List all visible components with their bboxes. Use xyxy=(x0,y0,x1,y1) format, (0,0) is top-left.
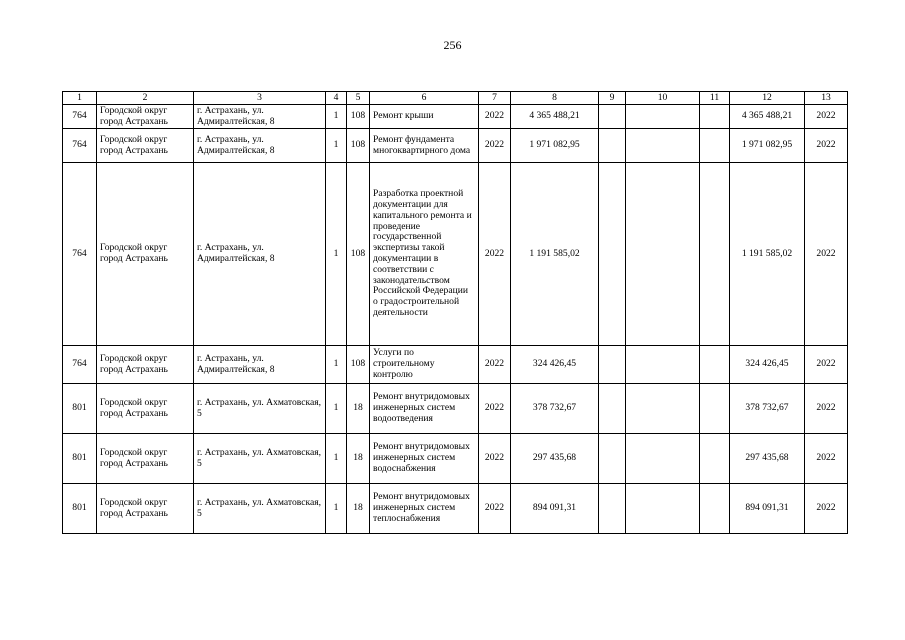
col4-cell: 1 xyxy=(326,129,347,163)
col4-cell: 1 xyxy=(326,434,347,484)
col5-cell: 18 xyxy=(347,434,370,484)
work-type-cell: Ремонт крыши xyxy=(370,105,479,129)
col11-cell xyxy=(700,346,730,384)
end-year-cell: 2022 xyxy=(805,384,848,434)
district-cell: Городской округ город Астрахань xyxy=(97,434,194,484)
header-col-2: 2 xyxy=(97,92,194,105)
col11-cell xyxy=(700,484,730,534)
table-row xyxy=(63,129,848,163)
col5-cell: 18 xyxy=(347,384,370,434)
table-row xyxy=(63,484,848,534)
total-cell: 324 426,45 xyxy=(730,346,805,384)
col11-cell xyxy=(700,163,730,346)
work-type-cell: Ремонт внутридомовых инженерных систем водоснабжения xyxy=(370,434,479,484)
total-cell: 4 365 488,21 xyxy=(730,105,805,129)
header-col-9: 9 xyxy=(599,92,626,105)
col5-cell: 108 xyxy=(347,129,370,163)
col11-cell xyxy=(700,129,730,163)
col4-cell: 1 xyxy=(326,163,347,346)
header-col-13: 13 xyxy=(805,92,848,105)
col10-cell xyxy=(626,105,700,129)
address-cell: г. Астрахань, ул. Ахматовская, 5 xyxy=(194,434,326,484)
col5-cell: 108 xyxy=(347,346,370,384)
year-cell: 2022 xyxy=(479,434,511,484)
district-cell: Городской округ город Астрахань xyxy=(97,384,194,434)
district-cell: Городской округ город Астрахань xyxy=(97,346,194,384)
year-cell: 2022 xyxy=(479,346,511,384)
row-number: 801 xyxy=(63,484,97,534)
col10-cell xyxy=(626,384,700,434)
work-type-cell: Ремонт внутридомовых инженерных систем теплоснабжения xyxy=(370,484,479,534)
header-col-1: 1 xyxy=(63,92,97,105)
row-number: 764 xyxy=(63,105,97,129)
cost-cell: 324 426,45 xyxy=(511,346,599,384)
col9-cell xyxy=(599,346,626,384)
total-cell: 1 191 585,02 xyxy=(730,163,805,346)
col11-cell xyxy=(700,434,730,484)
district-cell: Городской округ город Астрахань xyxy=(97,484,194,534)
col10-cell xyxy=(626,129,700,163)
total-cell: 297 435,68 xyxy=(730,434,805,484)
col9-cell xyxy=(599,105,626,129)
district-cell: Городской округ город Астрахань xyxy=(97,129,194,163)
address-cell: г. Астрахань, ул. Адмиралтейская, 8 xyxy=(194,105,326,129)
year-cell: 2022 xyxy=(479,484,511,534)
col9-cell xyxy=(599,384,626,434)
work-type-cell: Разработка проектной документации для капитального ремонта и проведение государственной экспертизы такой документации в соответствии с законодательством Российской Федерации о градостроительной деятельности xyxy=(370,163,479,346)
year-cell: 2022 xyxy=(479,163,511,346)
header-col-12: 12 xyxy=(730,92,805,105)
end-year-cell: 2022 xyxy=(805,484,848,534)
table-row xyxy=(63,346,848,384)
col9-cell xyxy=(599,163,626,346)
col10-cell xyxy=(626,484,700,534)
work-type-cell: Услуги по строительному контролю xyxy=(370,346,479,384)
total-cell: 894 091,31 xyxy=(730,484,805,534)
table-row xyxy=(63,163,848,346)
header-col-10: 10 xyxy=(626,92,700,105)
col5-cell: 18 xyxy=(347,484,370,534)
address-cell: г. Астрахань, ул. Адмиралтейская, 8 xyxy=(194,129,326,163)
cost-cell: 378 732,67 xyxy=(511,384,599,434)
row-number: 764 xyxy=(63,346,97,384)
table-body xyxy=(63,105,848,534)
col4-cell: 1 xyxy=(326,484,347,534)
total-cell: 1 971 082,95 xyxy=(730,129,805,163)
table-row xyxy=(63,434,848,484)
header-col-7: 7 xyxy=(479,92,511,105)
col4-cell: 1 xyxy=(326,105,347,129)
header-col-6: 6 xyxy=(370,92,479,105)
end-year-cell: 2022 xyxy=(805,129,848,163)
cost-cell: 4 365 488,21 xyxy=(511,105,599,129)
header-col-11: 11 xyxy=(700,92,730,105)
total-cell: 378 732,67 xyxy=(730,384,805,434)
col10-cell xyxy=(626,346,700,384)
col5-cell: 108 xyxy=(347,105,370,129)
end-year-cell: 2022 xyxy=(805,163,848,346)
col4-cell: 1 xyxy=(326,346,347,384)
header-col-8: 8 xyxy=(511,92,599,105)
col11-cell xyxy=(700,384,730,434)
page-number: 256 xyxy=(443,38,462,52)
col9-cell xyxy=(599,484,626,534)
col9-cell xyxy=(599,434,626,484)
col10-cell xyxy=(626,163,700,346)
end-year-cell: 2022 xyxy=(805,434,848,484)
year-cell: 2022 xyxy=(479,129,511,163)
cost-cell: 1 971 082,95 xyxy=(511,129,599,163)
address-cell: г. Астрахань, ул. Ахматовская, 5 xyxy=(194,384,326,434)
header-col-5: 5 xyxy=(347,92,370,105)
header-col-3: 3 xyxy=(194,92,326,105)
address-cell: г. Астрахань, ул. Ахматовская, 5 xyxy=(194,484,326,534)
district-cell: Городской округ город Астрахань xyxy=(97,105,194,129)
col5-cell: 108 xyxy=(347,163,370,346)
row-number: 801 xyxy=(63,384,97,434)
address-cell: г. Астрахань, ул. Адмиралтейская, 8 xyxy=(194,163,326,346)
work-type-cell: Ремонт фундамента многоквартирного дома xyxy=(370,129,479,163)
cost-cell: 1 191 585,02 xyxy=(511,163,599,346)
work-type-cell: Ремонт внутридомовых инженерных систем водоотведения xyxy=(370,384,479,434)
row-number: 764 xyxy=(63,163,97,346)
cost-cell: 297 435,68 xyxy=(511,434,599,484)
row-number: 801 xyxy=(63,434,97,484)
col10-cell xyxy=(626,434,700,484)
header-row xyxy=(63,92,848,105)
col4-cell: 1 xyxy=(326,384,347,434)
capital-repair-table xyxy=(62,91,848,534)
year-cell: 2022 xyxy=(479,105,511,129)
cost-cell: 894 091,31 xyxy=(511,484,599,534)
table-row xyxy=(63,384,848,434)
table-row xyxy=(63,105,848,129)
col9-cell xyxy=(599,129,626,163)
header-col-4: 4 xyxy=(326,92,347,105)
address-cell: г. Астрахань, ул. Адмиралтейская, 8 xyxy=(194,346,326,384)
end-year-cell: 2022 xyxy=(805,105,848,129)
col11-cell xyxy=(700,105,730,129)
district-cell: Городской округ город Астрахань xyxy=(97,163,194,346)
end-year-cell: 2022 xyxy=(805,346,848,384)
year-cell: 2022 xyxy=(479,384,511,434)
row-number: 764 xyxy=(63,129,97,163)
